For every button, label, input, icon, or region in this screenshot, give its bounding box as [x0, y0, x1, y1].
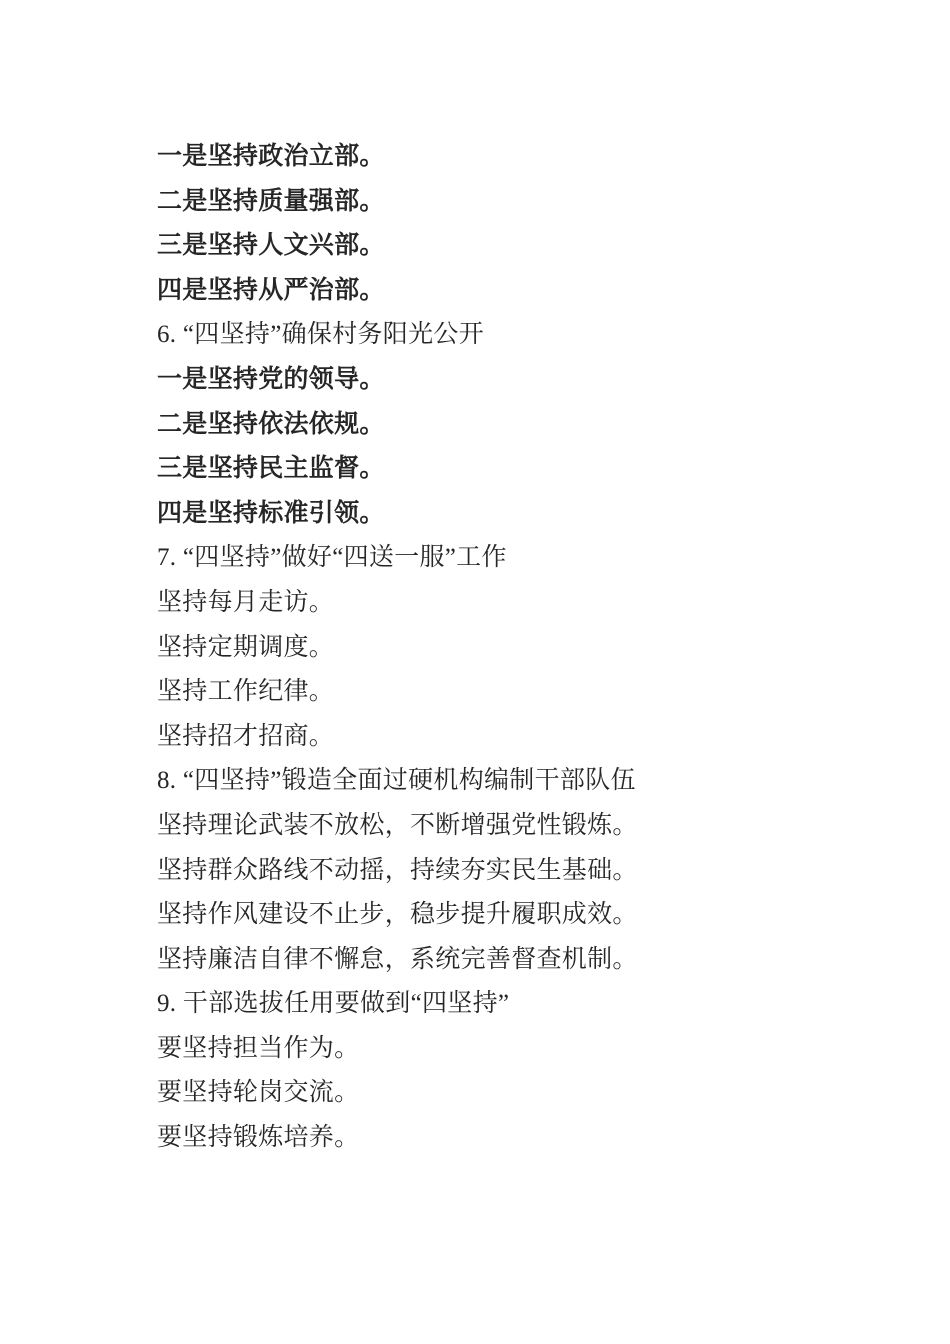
section-heading: 9. 干部选拔任用要做到“四坚持” — [157, 990, 510, 1018]
document-line: 要坚持担当作为。 — [157, 1034, 360, 1062]
document-line: 坚持工作纪律。 — [157, 678, 335, 706]
document-line: 四是坚持从严治部。 — [157, 276, 385, 304]
document-line: 坚持作风建设不止步，稳步提升履职成效。 — [157, 901, 638, 929]
document-line: 坚持招才招商。 — [157, 722, 335, 750]
document-line: 坚持每月走访。 — [157, 588, 335, 616]
document-line: 二是坚持质量强部。 — [157, 187, 385, 215]
document-line: 三是坚持人文兴部。 — [157, 232, 385, 260]
document-line: 一是坚持政治立部。 — [157, 143, 385, 170]
document-line: 坚持定期调度。 — [157, 633, 335, 661]
document-line: 一是坚持党的领导。 — [157, 365, 385, 393]
document-line: 要坚持轮岗交流。 — [157, 1079, 360, 1107]
document-line: 三是坚持民主监督。 — [157, 455, 385, 483]
document-line: 坚持廉洁自律不懈怠，系统完善督查机制。 — [157, 945, 638, 973]
section-heading: 8. “四坚持”锻造全面过硬机构编制干部队伍 — [157, 767, 636, 795]
document-line: 四是坚持标准引领。 — [157, 499, 385, 527]
section-heading: 6. “四坚持”确保村务阳光公开 — [157, 321, 484, 349]
document-line: 二是坚持依法依规。 — [157, 410, 385, 438]
document-line: 坚持理论武装不放松，不断增强党性锻炼。 — [157, 811, 638, 839]
section-heading: 7. “四坚持”做好“四送一服”工作 — [157, 544, 507, 572]
document-line: 要坚持锻炼培养。 — [157, 1124, 360, 1152]
document-line: 坚持群众路线不动摇，持续夯实民生基础。 — [157, 856, 638, 884]
